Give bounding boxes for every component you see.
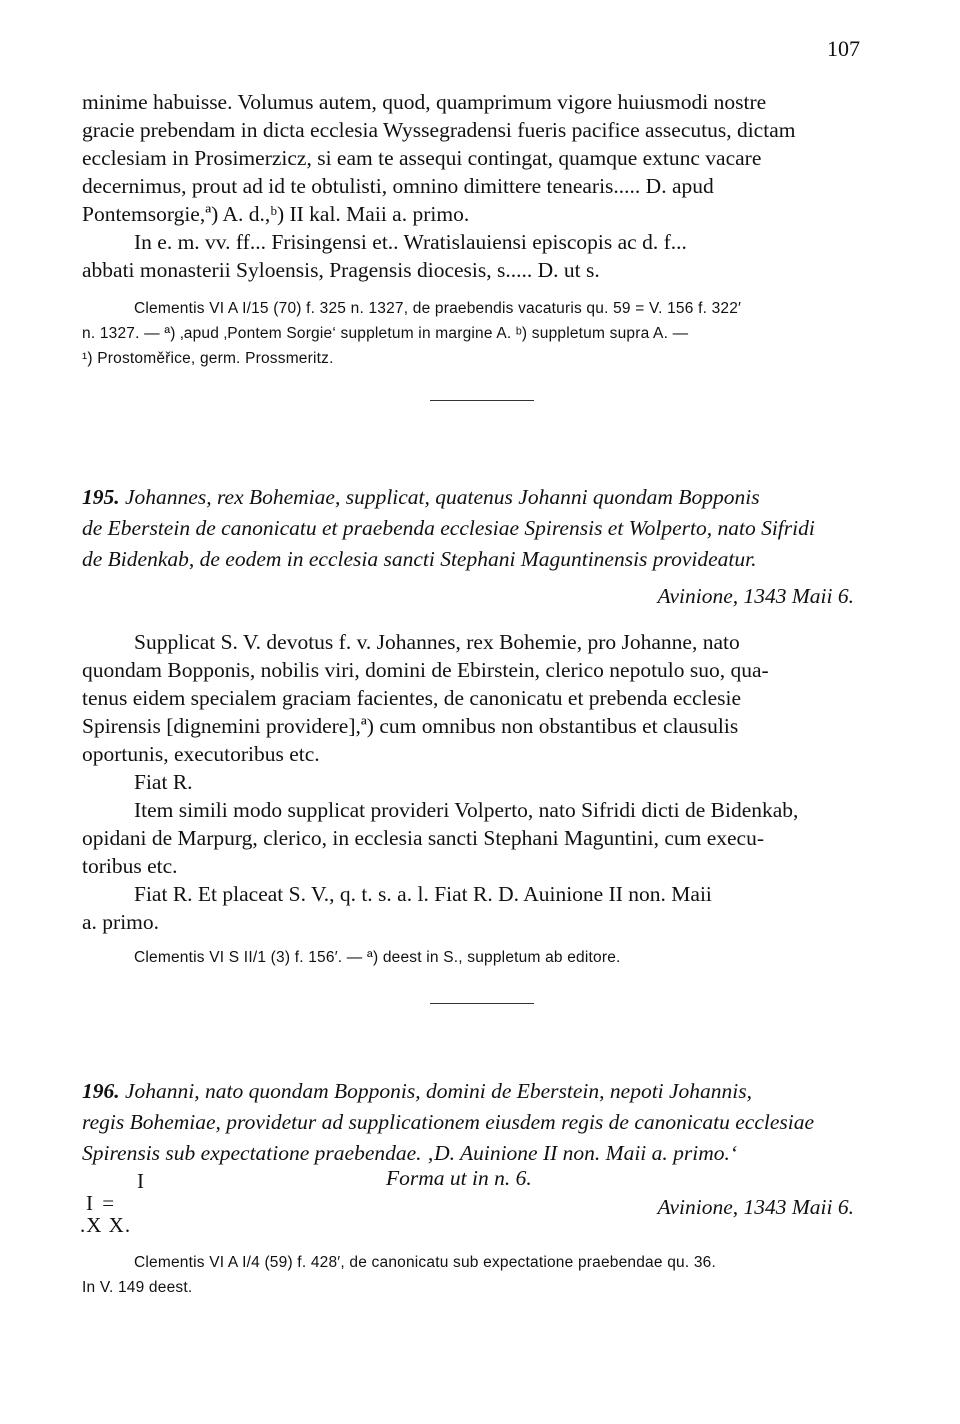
text-line: Supplicat S. V. devotus f. v. Johannes, rex Bohemie, pro Johanne, nato	[134, 630, 740, 654]
text-line: opidani de Marpurg, clerico, in ecclesia sancti Stephani Maguntini, cum execu-	[82, 826, 765, 850]
text-line: a. primo.	[82, 910, 160, 934]
text-line: In e. m. vv. ff... Frisingensi et.. Wratislauiensi episcopis ac d. f...	[134, 230, 687, 254]
text-line: Spirensis [dignemini providere],ª) cum omnibus non obstantibus et clausulis	[82, 714, 739, 738]
entry-195-heading	[82, 482, 882, 575]
footnote-195	[82, 945, 882, 970]
note-line: In V. 149 deest.	[82, 1279, 193, 1296]
heading-line: Johannes, rex Bohemiae, supplicat, quatenus Johanni quondam Bopponis	[125, 485, 760, 509]
forma-reference: Forma ut in n. 6.	[386, 1166, 532, 1190]
footnote-196	[82, 1250, 882, 1300]
heading-line: Johanni, nato quondam Bopponis, domini de Eberstein, nepoti Johannis,	[125, 1079, 753, 1103]
text-line: Item simili modo supplicat provideri Volperto, nato Sifridi dicti de Bidenkab,	[134, 798, 799, 822]
section-divider	[430, 400, 534, 401]
text-line: Fiat R. Et placeat S. V., q. t. s. a. l. Fiat R. D. Auinione II non. Maii	[134, 882, 712, 906]
text-line: abbati monasterii Syloensis, Pragensis diocesis, s..... D. ut s.	[82, 258, 600, 282]
text-line: Fiat R.	[134, 770, 193, 794]
note-line: Clementis VI A I/15 (70) f. 325 n. 1327, de praebendis vacaturis qu. 59 = V. 156 f. 322′	[134, 300, 742, 317]
text-line: decernimus, prout ad id te obtulisti, omnino dimittere tenearis..... D. apud	[82, 174, 714, 198]
note-line: Clementis VI A I/4 (59) f. 428′, de canonicatu sub expectatione praebendae qu. 36.	[134, 1254, 716, 1271]
note-line: Clementis VI S II/1 (3) f. 156′. — ª) deest in S., suppletum ab editore.	[134, 949, 621, 966]
note-line: n. 1327. — ª) ‚apud ‚Pontem Sorgie‘ suppletum in margine A. ᵇ) suppletum supra A. —	[82, 325, 689, 342]
entry-number: 196.	[82, 1079, 120, 1103]
tax-mark-top: I	[137, 1169, 144, 1193]
text-line: quondam Bopponis, nobilis viri, domini de Ebirstein, clerico nepotulo suo, qua-	[82, 658, 769, 682]
place-date: Avinione, 1343 Maii 6.	[657, 1195, 854, 1219]
text-line: tenus eidem specialem graciam facientes, de canonicatu et prebenda ecclesie	[82, 686, 741, 710]
text-line: ecclesiam in Prosimerzicz, si eam te assequi contingat, quamque extunc vacare	[82, 146, 762, 170]
heading-line: regis Bohemiae, providetur ad supplicationem eiusdem regis de canonicatu ecclesiae	[82, 1110, 815, 1134]
entry-195-body	[82, 628, 882, 936]
text-line: toribus etc.	[82, 854, 178, 878]
tax-mark-middle: I =	[86, 1191, 117, 1215]
section-divider	[430, 1003, 534, 1004]
heading-line: de Eberstein de canonicatu et praebenda ecclesiae Spirensis et Wolperto, nato Sifridi	[82, 516, 815, 540]
top-paragraph	[82, 88, 882, 284]
footnote-194	[82, 296, 882, 371]
heading-line: de Bidenkab, de eodem in ecclesia sancti Stephani Maguntinensis provideatur.	[82, 547, 757, 571]
text-line: minime habuisse. Volumus autem, quod, quamprimum vigore huiusmodi nostre	[82, 90, 767, 114]
tax-mark-bottom: .X X.	[80, 1213, 132, 1237]
heading-line: Spirensis sub expectatione praebendae. ‚D. Auinione II non. Maii a. primo.‘	[82, 1141, 738, 1165]
text-line: gracie prebendam in dicta ecclesia Wyssegradensi fueris pacifice assecutus, dictam	[82, 118, 796, 142]
page-number: 107	[827, 36, 860, 61]
text-line: Pontemsorgie,ª) A. d.,ᵇ) II kal. Maii a. primo.	[82, 202, 470, 226]
text-line: oportunis, executoribus etc.	[82, 742, 320, 766]
place-date: Avinione, 1343 Maii 6.	[657, 584, 854, 608]
entry-196-heading	[82, 1076, 882, 1169]
note-line: ¹) Prostoměřice, germ. Prossmeritz.	[82, 350, 334, 367]
entry-number: 195.	[82, 485, 120, 509]
